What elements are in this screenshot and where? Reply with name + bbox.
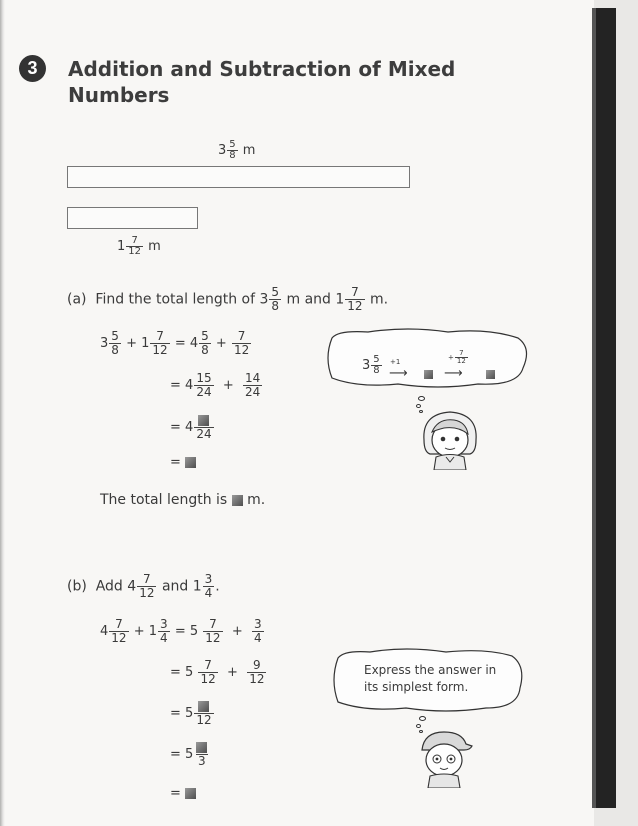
b4-den: 3: [198, 754, 206, 768]
b2-whole: 5: [185, 665, 194, 680]
part-b-line-4: [170, 741, 210, 768]
a1-b-whole: 1: [141, 336, 150, 351]
b3-eq: =: [170, 706, 181, 721]
a4-eq: =: [170, 455, 181, 470]
part-a-prompt-start: Find the total length of: [95, 291, 256, 308]
a3-num-blank: [196, 414, 211, 427]
long-label-num: 5: [229, 139, 236, 150]
b2-den2: 12: [249, 672, 265, 686]
cloud-a-step2-sign: +: [448, 353, 454, 362]
cloud-a-step-1: [390, 358, 400, 366]
part-a-result: [100, 492, 265, 508]
section-title: Addition and Subtraction of Mixed Numbers: [68, 57, 456, 107]
arrow-right-icon: ⟶: [389, 366, 408, 381]
prompt-b-num: 7: [351, 285, 359, 299]
prompt-b-fraction: [345, 286, 364, 313]
prompt-a-fraction: [269, 286, 281, 313]
b1-den: 12: [111, 631, 127, 645]
b2-plus: +: [227, 665, 238, 680]
b1-r2-num: 3: [254, 617, 262, 631]
b5-eq: =: [170, 786, 181, 801]
pb-a-den: 12: [139, 586, 155, 600]
cloud-a-fraction: [371, 355, 381, 376]
prompt-b-whole: 1: [335, 291, 345, 308]
b1-r-num: 7: [209, 617, 217, 631]
answer-blank-box: [486, 370, 495, 379]
part-a-letter: (a): [67, 291, 87, 308]
cloud-a-whole: 3: [362, 358, 371, 373]
b3-fraction: [194, 700, 213, 727]
b1-r-plus: +: [231, 624, 243, 639]
b3-num-blank: [196, 700, 211, 713]
a1-b-den: 12: [152, 343, 168, 357]
b1-b-whole: 1: [148, 624, 158, 639]
girl-character-icon: [418, 408, 482, 470]
a1-whole: 3: [100, 336, 109, 351]
book-binding: [592, 8, 616, 808]
b4-num-blank: [194, 741, 209, 754]
answer-blank-box: [198, 701, 209, 712]
a1-r-den: 8: [201, 343, 209, 357]
cloud-a-content: [362, 355, 383, 376]
prompt-a-den: 8: [271, 299, 280, 313]
a1-eq: =: [174, 336, 186, 351]
arrow-right-icon: ⟶: [444, 366, 463, 381]
b4-whole: 5: [185, 747, 194, 762]
a1-r-fraction: [199, 330, 211, 357]
pb-a-whole: 4: [127, 578, 137, 595]
a1-b-fraction: [150, 330, 169, 357]
cloud-a-step2-num: 7: [459, 349, 464, 357]
short-bar: [67, 207, 198, 229]
short-label-unit: m: [148, 239, 161, 254]
long-label-whole: 3: [218, 143, 227, 158]
b1-num: 7: [115, 617, 123, 631]
pb-b-fraction: [203, 573, 215, 600]
part-b-line-3: [170, 700, 215, 727]
answer-blank-box: [185, 788, 196, 799]
section-number-badge: 3: [19, 55, 46, 82]
b3-whole: 5: [185, 706, 194, 721]
short-label-whole: 1: [117, 239, 126, 254]
cloud-a-den: 8: [373, 365, 380, 376]
b1-eq: =: [174, 624, 186, 639]
part-b-line-1: [100, 618, 265, 645]
part-b-prompt-start: Add: [95, 578, 123, 595]
pb-b-num: 3: [204, 572, 213, 586]
a1-plus: +: [126, 336, 137, 351]
long-label-fraction: [227, 140, 237, 161]
b1-b-fraction: [158, 618, 170, 645]
cloud-a-step2-den: 12: [456, 357, 466, 365]
pb-b-den: 4: [204, 586, 213, 600]
a1-r-num: 5: [201, 329, 209, 343]
a2-num2: 14: [245, 371, 261, 385]
a3-den: 24: [196, 427, 212, 441]
page-left-edge: [0, 0, 5, 826]
b4-eq: =: [170, 747, 181, 762]
part-b-line-2: [170, 659, 267, 686]
b2-num1: 7: [204, 658, 212, 672]
long-label-den: 8: [229, 150, 236, 161]
pb-a-num: 7: [143, 572, 151, 586]
pb-end: .: [215, 578, 220, 595]
thought-dot: [419, 716, 426, 721]
a1-fraction: [109, 330, 121, 357]
b1-r-whole: 5: [189, 624, 199, 639]
pb-and: and: [161, 578, 189, 595]
b1-b-den: 4: [160, 631, 168, 645]
cloud-a-box-2: [486, 364, 495, 383]
result-text-end: m.: [247, 492, 266, 508]
prompt-a-unit: m: [286, 291, 301, 308]
cloud-b-text-line-1: Express the answer in: [364, 663, 497, 677]
a1-r-plus: +: [215, 336, 227, 351]
b1-r-fraction: [203, 618, 222, 645]
a2-den2: 24: [245, 385, 261, 399]
a1-r-whole: 4: [189, 336, 199, 351]
b1-plus: +: [133, 624, 145, 639]
a2-whole: 4: [185, 378, 194, 393]
cloud-a-box-1: [424, 364, 433, 383]
part-a-line-2: [170, 372, 263, 399]
a2-fraction-1: [194, 372, 213, 399]
part-b-letter: (b): [67, 578, 87, 595]
answer-blank-box: [196, 742, 207, 753]
prompt-a-end: m.: [370, 291, 389, 308]
b1-b-num: 3: [160, 617, 168, 631]
cloud-a-step2-fraction: [455, 350, 468, 365]
a1-den: 8: [111, 343, 119, 357]
cloud-a-step-2: [448, 350, 469, 365]
long-label-unit: m: [242, 143, 256, 158]
part-a-line-3: [170, 414, 215, 441]
cloud-a-num: 5: [373, 354, 380, 365]
cloud-a-step1-label: +1: [390, 358, 401, 366]
prompt-a-num: 5: [271, 285, 280, 299]
long-bar-label: [218, 140, 255, 161]
a3-eq: =: [170, 420, 181, 435]
b1-r-den: 12: [205, 631, 221, 645]
a2-num1: 15: [196, 371, 212, 385]
prompt-a-whole: 3: [259, 291, 269, 308]
a3-fraction: [194, 414, 213, 441]
b3-den: 12: [196, 713, 212, 727]
long-bar: [67, 166, 410, 188]
pb-a-fraction: [137, 573, 156, 600]
b2-den1: 12: [200, 672, 216, 686]
prompt-a-and: and: [304, 291, 331, 308]
a3-whole: 4: [185, 420, 194, 435]
answer-blank-box: [232, 495, 243, 506]
result-text-start: The total length is: [100, 492, 228, 508]
answer-blank-box: [185, 457, 196, 468]
short-label-num: 7: [131, 235, 138, 246]
b2-num2: 9: [253, 658, 261, 672]
a2-fraction-2: [243, 372, 262, 399]
cloud-b-text-line-2: its simplest form.: [364, 680, 469, 694]
short-label-den: 12: [128, 246, 142, 257]
a1-r2-den: 12: [233, 343, 250, 357]
cloud-b-text: [364, 662, 496, 696]
a1-b-num: 7: [156, 329, 164, 343]
thought-dot: [418, 396, 425, 401]
b2-fraction-1: [198, 659, 217, 686]
a1-num: 5: [111, 329, 119, 343]
pb-b-whole: 1: [192, 578, 202, 595]
boy-character-icon: [414, 728, 474, 788]
b1-r2-den: 4: [254, 631, 262, 645]
part-b-prompt: [67, 573, 220, 600]
part-b-line-5: [170, 786, 196, 801]
part-a-line-4: [170, 455, 196, 470]
b2-fraction-2: [247, 659, 266, 686]
b2-eq: =: [170, 665, 181, 680]
part-a-line-1: [100, 330, 252, 357]
b1-r2-fraction: [252, 618, 264, 645]
part-a-prompt: [67, 286, 388, 313]
answer-blank-box: [424, 370, 433, 379]
short-bar-label: [117, 236, 161, 257]
a2-den1: 24: [196, 385, 212, 399]
a1-r2-fraction: [232, 330, 251, 357]
a2-eq: =: [170, 378, 181, 393]
prompt-b-den: 12: [347, 299, 363, 313]
b1-whole: 4: [100, 624, 109, 639]
b4-fraction: [194, 741, 209, 768]
b1-fraction: [109, 618, 128, 645]
a1-r2-num: 7: [237, 329, 246, 343]
answer-blank-box: [198, 415, 209, 426]
short-label-fraction: [126, 236, 143, 257]
a2-plus: +: [222, 378, 234, 393]
